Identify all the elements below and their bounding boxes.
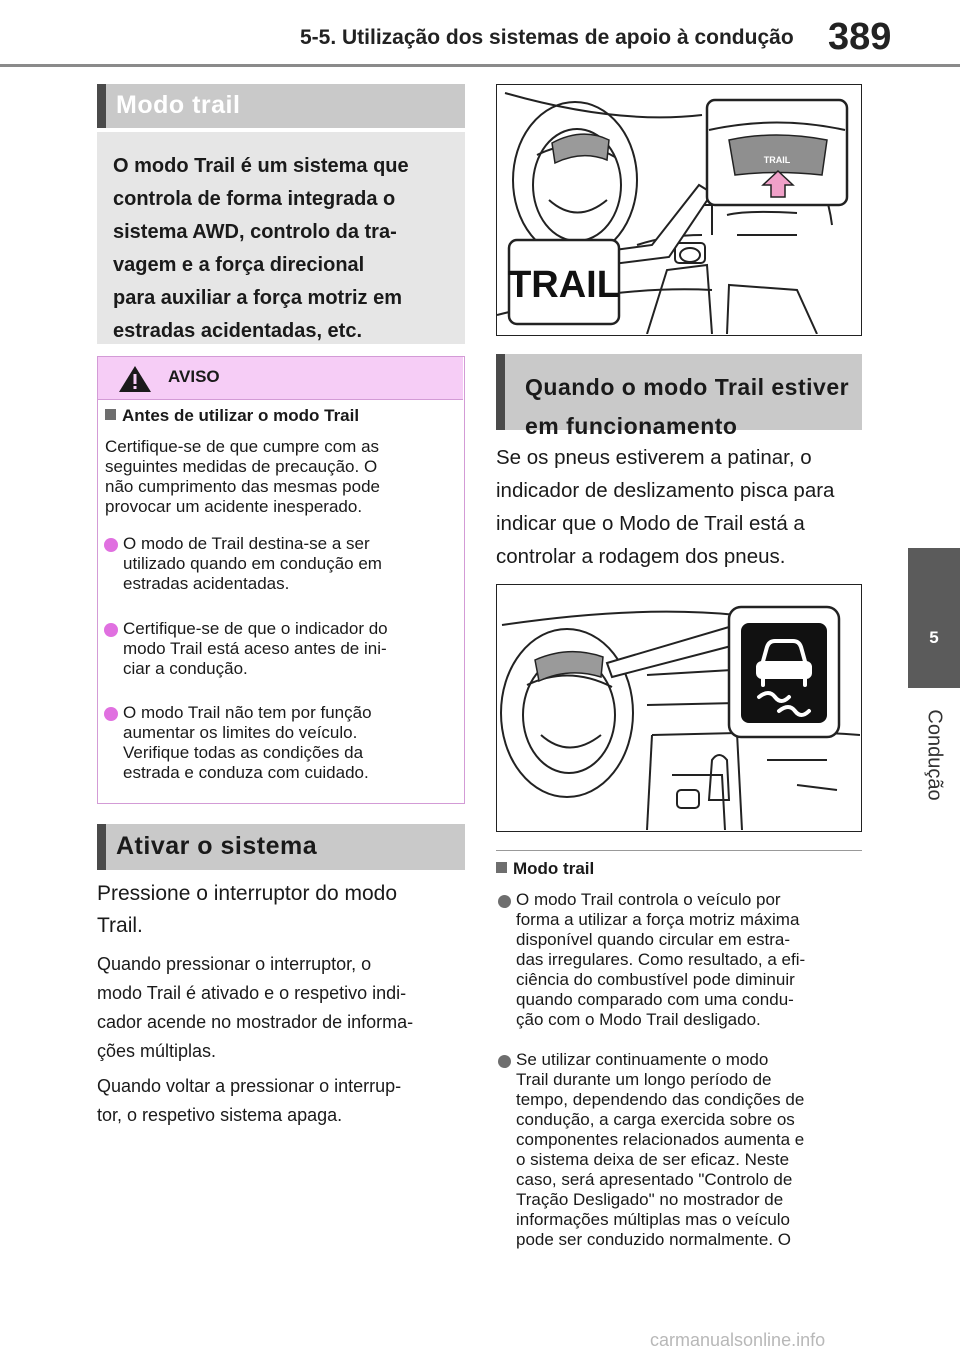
note-line: Se utilizar continuamente o modo [516, 1050, 769, 1069]
note-line: disponível quando circular em estra- [516, 930, 791, 949]
note-line: caso, será apresentado "Controlo de [516, 1170, 793, 1189]
bullet-line: O modo Trail não tem por função [123, 703, 372, 722]
chapter-tab [908, 548, 960, 688]
warning-intro [105, 437, 460, 517]
ativar-paragraph-1 [97, 950, 469, 1066]
note-line: Trail durante um longo período de [516, 1070, 772, 1089]
ativar-paragraph-2 [97, 1072, 469, 1130]
intro-line: controla de forma integrada o [113, 188, 396, 210]
square-bullet-icon [105, 409, 116, 420]
warning-intro-line: Certifique-se de que cumpre com as [105, 437, 380, 456]
section-heading-text: Ativar o sistema [116, 832, 318, 860]
callout-trail-text: TRAIL [508, 264, 620, 306]
intro-line: para auxiliar a força motriz em [113, 287, 403, 309]
section-heading-quando [496, 354, 862, 439]
intro-line: sistema AWD, controlo da tra- [113, 221, 397, 243]
note-line: ciência do combustível pode diminuir [516, 970, 795, 989]
note-line: o sistema deixa de ser eficaz. Neste [516, 1150, 790, 1169]
note-line: quando comparado com uma condu- [516, 990, 794, 1009]
warning-bullet-2 [123, 619, 461, 679]
warning-subheading-text: Antes de utilizar o modo Trail [122, 406, 360, 425]
para-line: modo Trail é ativado e o respetivo indi- [97, 983, 407, 1003]
dashboard-switch-illustration [497, 85, 860, 334]
chapter-label-text: Condução [923, 709, 946, 801]
section-heading-text [505, 354, 862, 441]
page-number: 389 [828, 16, 892, 58]
switch-button-label: TRAIL [763, 155, 791, 165]
para-line: Quando pressionar o interruptor, o [97, 954, 372, 974]
chapter-label [905, 700, 960, 810]
dashboard-indicator-illustration [497, 585, 860, 830]
bullet-line: estradas acidentadas. [123, 574, 290, 593]
note-line: pode ser conduzido normalmente. O [516, 1230, 791, 1249]
warning-intro-line: seguintes medidas de precaução. O [105, 457, 378, 476]
lead-line: Trail. [97, 914, 143, 937]
warning-bullet-1 [123, 534, 461, 594]
chapter-number: 5 [929, 628, 939, 647]
warning-bullet-3 [123, 703, 461, 783]
para-line: ções múltiplas. [97, 1041, 217, 1061]
warning-triangle-icon [117, 364, 153, 394]
running-header-title: 5-5. Utilização dos sistemas de apoio à condução [300, 26, 794, 49]
bullet-line: aumentar os limites do veículo. [123, 723, 358, 742]
notes-bullet-1 [516, 890, 876, 1030]
note-line: Tração Desligado" no mostrador de [516, 1190, 784, 1209]
body-line: indicar que o Modo de Trail está a [496, 512, 805, 535]
header-rule [0, 64, 960, 67]
note-line: componentes relacionados aumenta e [516, 1130, 805, 1149]
section-heading-text: Modo trail [116, 91, 241, 119]
bullet-line: modo Trail está aceso antes de ini- [123, 639, 387, 658]
warning-header [98, 357, 463, 400]
para-line: tor, o respetivo sistema apaga. [97, 1105, 343, 1125]
note-line: condução, a carga exercida sobre os [516, 1110, 795, 1129]
bullet-icon [104, 538, 118, 552]
intro-line: O modo Trail é um sistema que [113, 155, 409, 177]
bullet-line: utilizado quando em condução em [123, 554, 382, 573]
square-bullet-icon [496, 862, 507, 873]
warning-intro-line: não cumprimento das mesmas pode [105, 477, 380, 496]
bullet-line: estrada e conduza com cuidado. [123, 763, 369, 782]
bullet-line: O modo de Trail destina-se a ser [123, 534, 370, 553]
note-line: O modo Trail controla o veículo por [516, 890, 781, 909]
body-line: indicador de deslizamento pisca para [496, 479, 835, 502]
warning-label: AVISO [168, 367, 220, 386]
warning-intro-line: provocar um acidente inesperado. [105, 497, 363, 516]
bullet-line: Verifique todas as condições da [123, 743, 364, 762]
figure-trail-switch [496, 84, 862, 336]
section-heading-ativar [97, 824, 465, 870]
notes-subheading-text: Modo trail [513, 859, 595, 878]
note-line: ção com o Modo Trail desligado. [516, 1010, 761, 1029]
warning-box [97, 356, 465, 804]
section-heading-modo-trail [97, 84, 465, 128]
para-line: cador acende no mostrador de informa- [97, 1012, 414, 1032]
bullet-icon [498, 1055, 511, 1068]
figure-slip-indicator [496, 584, 862, 832]
para-line: Quando voltar a pressionar o interrup- [97, 1076, 402, 1096]
lead-line: Pressione o interruptor do modo [97, 882, 397, 905]
note-line: tempo, dependendo das condições de [516, 1090, 805, 1109]
intro-line: vagem e a força direcional [113, 254, 365, 276]
bullet-line: Certifique-se de que o indicador do [123, 619, 388, 638]
intro-line: estradas acidentadas, etc. [113, 320, 363, 342]
watermark: carmanualsonline.info [650, 1330, 826, 1350]
heading-line: em funcionamento [525, 413, 738, 439]
note-line: das irregulares. Como resultado, a efi- [516, 950, 806, 969]
intro-summary-box [97, 132, 465, 344]
bullet-icon [498, 895, 511, 908]
bullet-icon [104, 623, 118, 637]
note-line: informações múltiplas mas o veículo [516, 1210, 791, 1229]
note-line: forma a utilizar a força motriz máxima [516, 910, 800, 929]
quando-body [496, 441, 876, 573]
body-line: Se os pneus estiverem a patinar, o [496, 446, 812, 469]
notes-divider [496, 850, 862, 851]
ativar-lead [97, 878, 467, 942]
warning-subheading [105, 406, 359, 426]
bullet-line: ciar a condução. [123, 659, 248, 678]
notes-subheading [496, 859, 594, 879]
heading-line: Quando o modo Trail estiver [525, 374, 850, 400]
notes-bullet-2 [516, 1050, 876, 1250]
body-line: controlar a rodagem dos pneus. [496, 545, 786, 568]
bullet-icon [104, 707, 118, 721]
